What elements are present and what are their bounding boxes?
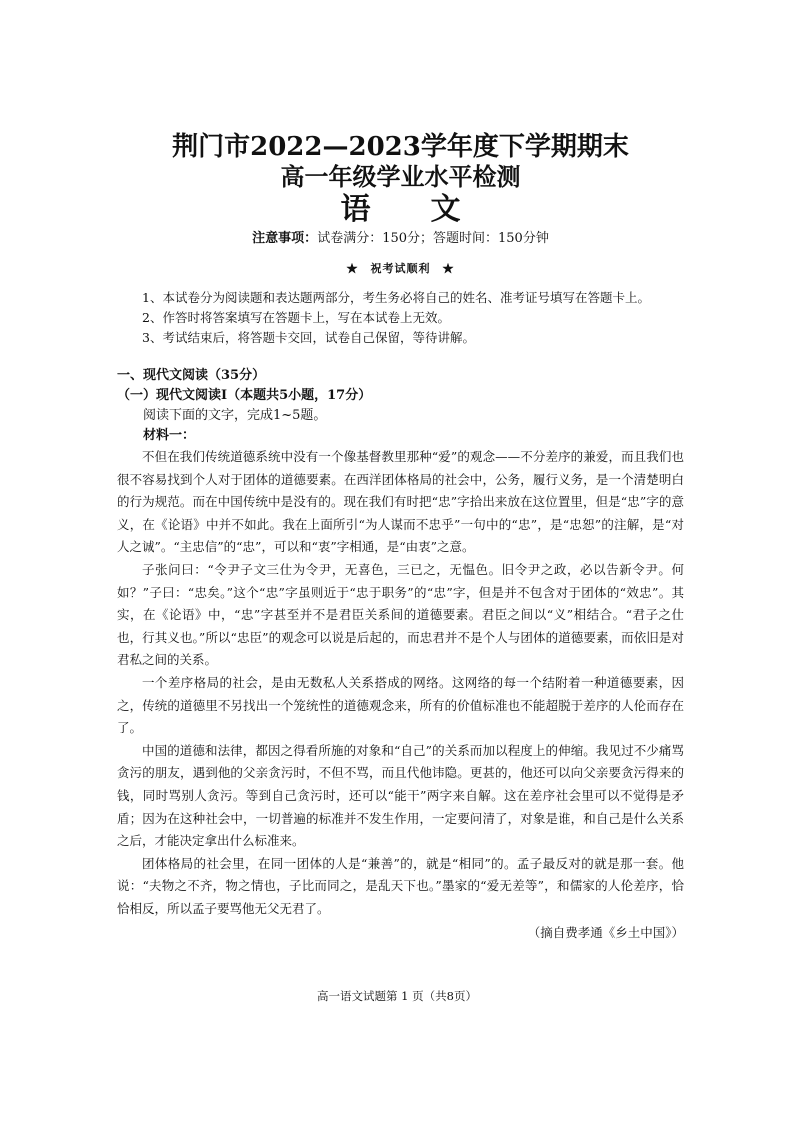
page-footer: 高一语文试题第 1 页（共8页） bbox=[317, 989, 477, 1003]
passage-paragraph: 中国的道德和法律，都因之得看所施的对象和“自己”的关系而加以程度上的伸缩。我见过不少痛骂贪污的朋友，遇到他的父亲贪污时，不但不骂，而且代他讳隐。更甚的，他还可以向父亲要贪污得来的钱，同时骂别人贪污。等到自己贪污时，还可以“能干”两字来自解。这在差序社会里可以不觉得是矛盾；因为在这种社会中，一切普遍的标准并不发生作用，一定要问清了，对象是谁，和自己是什么关系之后，才能决定拿出什么标准来。 bbox=[117, 742, 684, 849]
passage-paragraph: 子张问曰：“令尹子文三仕为令尹，无喜色，三已之，无愠色。旧令尹之政，必以告新令尹。何如？”子曰：“忠矣。”这个“忠”字虽则近于“忠于职务”的“忠”字，但是并不包含对于团体的“效忠”。其实，在《论语》中，“忠”字甚至并不是君臣关系间的道德要素。君臣之间以“义”相结合。“君子之仕也，行其义也。”所以“忠臣”的观念可以说是后起的，而忠君并不是个人与团体的道德要素，而依旧是对君私之间的关系。 bbox=[117, 561, 684, 668]
material-label: 材料一： bbox=[143, 428, 196, 443]
reading-instruction: 阅读下面的文字，完成1~5题。 bbox=[143, 408, 327, 423]
passage-paragraph: 不但在我们传统道德系统中没有一个像基督教里那种“爱”的观念——不分差序的兼爱，而且我们也很不容易找到个人对于团体的道德要素。在西洋团体格局的社会中，公务，履行义务，是一个清楚明白的行为规范。而在中国传统中是没有的。现在我们有时把“忠”字拾出来放在这位置里，但是“忠”字的意义，在《论语》中并不如此。我在上面所引“为人谋而不忠乎”一句中的“忠”，是“忠恕”的注解，是“对人之诚”。“主忠信”的“忠”，可以和“衷”字相通，是“由衷”之意。 bbox=[117, 449, 684, 555]
exam-title: 荆门市2022—2023学年度下学期期末 bbox=[172, 132, 629, 162]
exam-notice bbox=[117, 228, 684, 250]
subsection-heading: （一）现代文阅读Ⅰ（本题共5小题，17分） bbox=[117, 388, 372, 403]
notice-text: 试卷满分：150分；答题时间：150分钟 bbox=[317, 231, 549, 246]
passage-paragraph: 团体格局的社会里，在同一团体的人是“兼善”的，就是“相同”的。孟子最反对的就是那一套。他说：“夫物之不齐，物之情也，子比而同之，是乱天下也。”墨家的“爱无差等”，和儒家的人伦差序，恰恰相反，所以孟子要骂他无父无君了。 bbox=[117, 855, 684, 916]
passage-source: （摘自费孝通《乡土中国》） bbox=[527, 925, 684, 941]
exam-rule: 3、考试结束后，将答题卡交回，试卷自己保留，等待讲解。 bbox=[142, 330, 475, 345]
passage-paragraph: 一个差序格局的社会，是由无数私人关系搭成的网络。这网络的每一个结附着一种道德要素，因之，传统的道德里不另找出一个笼统性的道德观念来，所有的价值标准也不能超脱于差序的人伦而存在了。 bbox=[117, 674, 684, 736]
exam-subtitle: 高一年级学业水平检测 bbox=[280, 162, 521, 191]
exam-rule: 2、作答时将答案填写在答题卡上，写在本试卷上无效。 bbox=[142, 310, 450, 325]
section-heading: 一、现代文阅读（35分） bbox=[117, 368, 266, 383]
subject-title: 语 文 bbox=[340, 192, 461, 227]
exam-rule: 1、本试卷分为阅读题和表达题两部分，考生务必将自己的姓名、准考证号填写在答题卡上。 bbox=[142, 290, 650, 305]
good-luck-banner: ★ 祝考试顺利 ★ bbox=[346, 262, 455, 275]
notice-label: 注意事项： bbox=[252, 231, 318, 246]
